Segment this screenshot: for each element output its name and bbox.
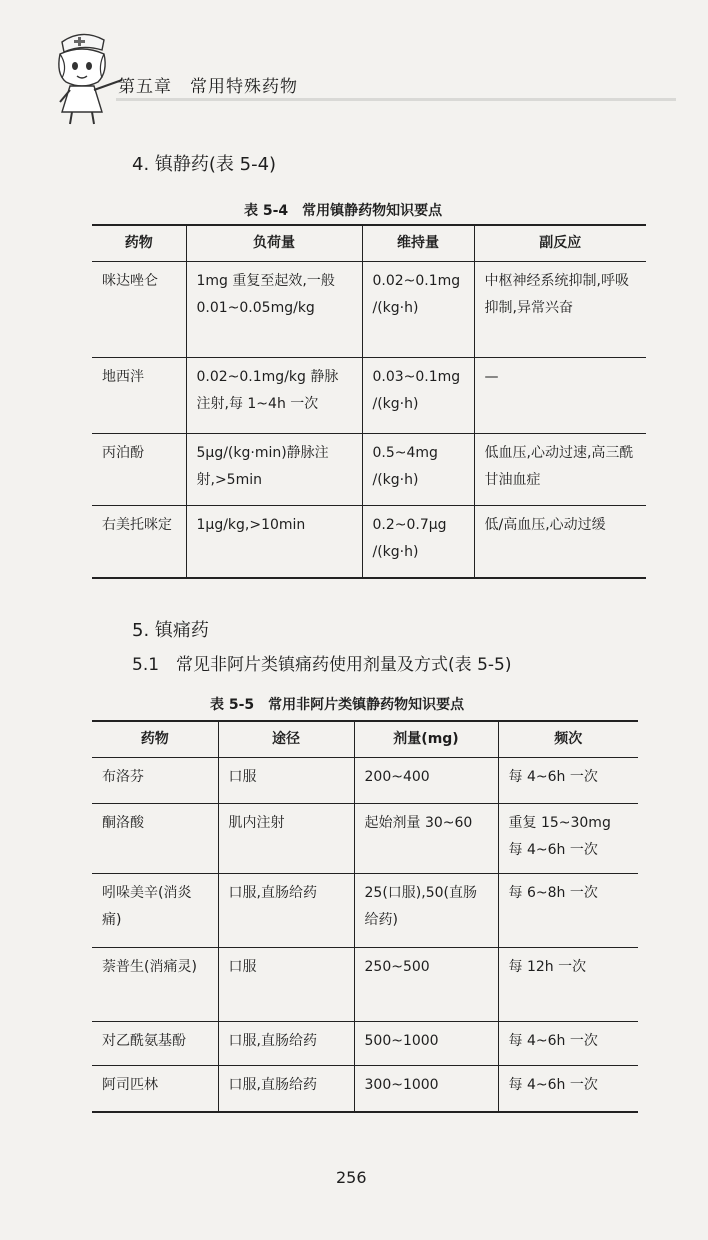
- drug-name: 阿司匹林: [92, 1066, 218, 1112]
- table-row: [92, 758, 638, 804]
- frequency: 每 4~6h 一次: [498, 1066, 638, 1112]
- table-row: [92, 948, 638, 1022]
- route: 肌内注射: [218, 804, 354, 874]
- table-5-4-title: 表 5-4 常用镇静药物知识要点: [244, 203, 443, 219]
- column-header: 负荷量: [186, 225, 362, 262]
- frequency: 每 4~6h 一次: [498, 1022, 638, 1066]
- sedative-table: [92, 224, 646, 579]
- drug-name: 对乙酰氨基酚: [92, 1022, 218, 1066]
- maintenance-dose: 0.2~0.7μg /(kg·h): [362, 506, 474, 578]
- column-header: 维持量: [362, 225, 474, 262]
- table-row: [92, 262, 646, 358]
- table-row: [92, 874, 638, 948]
- maintenance-dose: 0.02~0.1mg /(kg·h): [362, 262, 474, 358]
- drug-name: 萘普生(消痛灵): [92, 948, 218, 1022]
- route: 口服: [218, 948, 354, 1022]
- header-divider: [116, 98, 676, 101]
- drug-name: 吲哚美辛(消炎痛): [92, 874, 218, 948]
- dose: 250~500: [354, 948, 498, 1022]
- side-effects: 低血压,心动过速,高三酰甘油血症: [474, 434, 646, 506]
- route: 口服,直肠给药: [218, 1066, 354, 1112]
- frequency: 每 6~8h 一次: [498, 874, 638, 948]
- maintenance-dose: 0.03~0.1mg /(kg·h): [362, 358, 474, 434]
- page-number: 256: [336, 1168, 367, 1187]
- section-4-heading: 4. 镇静药(表 5-4): [132, 154, 277, 175]
- maintenance-dose: 0.5~4mg /(kg·h): [362, 434, 474, 506]
- dose: 25(口服),50(直肠给药): [354, 874, 498, 948]
- drug-name: 布洛芬: [92, 758, 218, 804]
- loading-dose: 1mg 重复至起效,一般 0.01~0.05mg/kg: [186, 262, 362, 358]
- table-header-row: [92, 721, 638, 758]
- table-row: [92, 1066, 638, 1112]
- loading-dose: 5μg/(kg·min)静脉注射,>5min: [186, 434, 362, 506]
- chapter-header: 第五章 常用特殊药物: [118, 77, 298, 97]
- table-row: [92, 1022, 638, 1066]
- side-effects: —: [474, 358, 646, 434]
- drug-name: 右美托咪定: [92, 506, 186, 578]
- column-header: 药物: [92, 225, 186, 262]
- dose: 200~400: [354, 758, 498, 804]
- drug-name: 酮洛酸: [92, 804, 218, 874]
- drug-name: 咪达唑仑: [92, 262, 186, 358]
- loading-dose: 0.02~0.1mg/kg 静脉注射,每 1~4h 一次: [186, 358, 362, 434]
- route: 口服,直肠给药: [218, 1022, 354, 1066]
- route: 口服,直肠给药: [218, 874, 354, 948]
- table-row: [92, 434, 646, 506]
- section-5-heading: 5. 镇痛药: [132, 620, 209, 641]
- route: 口服: [218, 758, 354, 804]
- column-header: 副反应: [474, 225, 646, 262]
- table-row: [92, 358, 646, 434]
- dose: 500~1000: [354, 1022, 498, 1066]
- table-row: [92, 506, 646, 578]
- drug-name: 地西泮: [92, 358, 186, 434]
- loading-dose: 1μg/kg,>10min: [186, 506, 362, 578]
- frequency: 每 4~6h 一次: [498, 758, 638, 804]
- nurse-mascot-illustration: [48, 28, 128, 128]
- table-5-5-title: 表 5-5 常用非阿片类镇静药物知识要点: [210, 697, 465, 713]
- table-row: [92, 804, 638, 874]
- column-header: 途径: [218, 721, 354, 758]
- column-header: 药物: [92, 721, 218, 758]
- dose: 起始剂量 30~60: [354, 804, 498, 874]
- column-header: 频次: [498, 721, 638, 758]
- analgesic-table: [92, 720, 638, 1113]
- dose: 300~1000: [354, 1066, 498, 1112]
- frequency: 重复 15~30mg 每 4~6h 一次: [498, 804, 638, 874]
- drug-name: 丙泊酚: [92, 434, 186, 506]
- side-effects: 低/高血压,心动过缓: [474, 506, 646, 578]
- column-header: 剂量(mg): [354, 721, 498, 758]
- table-header-row: [92, 225, 646, 262]
- section-5-1-subheading: 5.1 常见非阿片类镇痛药使用剂量及方式(表 5-5): [132, 655, 512, 675]
- side-effects: 中枢神经系统抑制,呼吸抑制,异常兴奋: [474, 262, 646, 358]
- frequency: 每 12h 一次: [498, 948, 638, 1022]
